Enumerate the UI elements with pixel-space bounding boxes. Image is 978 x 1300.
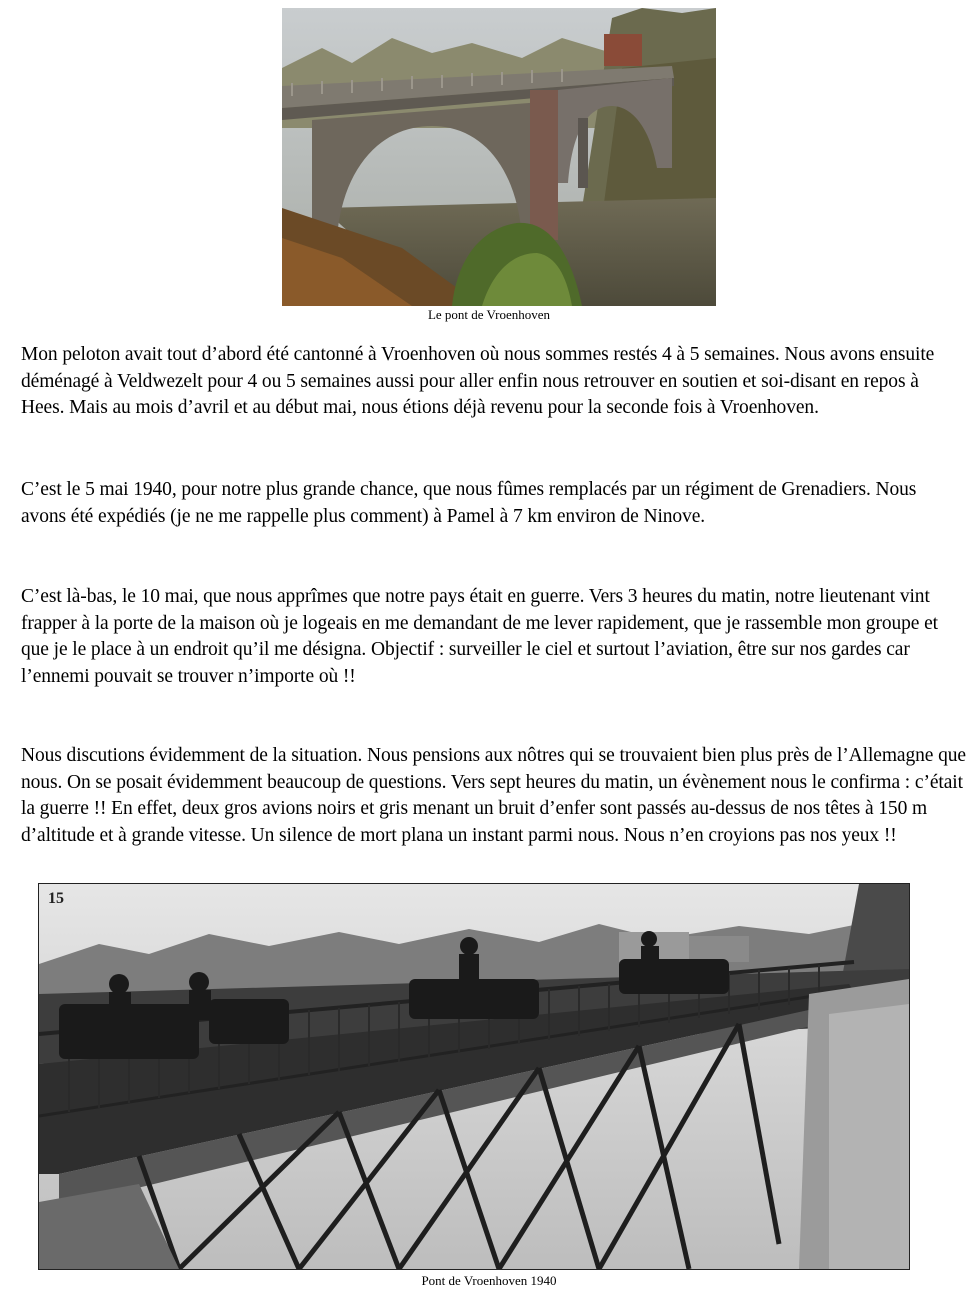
paragraph-3-text: C’est là-bas, le 10 mai, que nous apprîmes que notre pays était en guerre. Vers 3 heures du matin, notre lieutenant vint frapper à la porte de la maison où je logeais en me demandant de me lever rapidement, que je rassemble mon groupe et que je le place à un endroit qu’il me désigna. Objectif : surveiller le ciel et surtout l’aviation, être sur nos gardes car l’ennemi pouvait se trouver n’importe où !! — [21, 586, 939, 687]
paragraph-4-text: Nous discutions évidemment de la situation. Nous pensions aux nôtres qui se trouvaient bien plus près de l’Allemagne que nous. On se posait évidemment beaucoup de questions. Vers sept heures du matin, un évènement nous le confirma : c’était la guerre !! En effet, deux gros avions noirs et gris menant un bruit d’enfer sont passés au-dessus de nos têtes à 150 m d’altitude et à grande vitesse. Un silence de mort plana un instant parmi nous. Nous n’en croyions pas nos yeux !! — [21, 745, 966, 846]
paragraph-1 — [21, 342, 966, 422]
paragraph-1-text: Mon peloton avait tout d’abord été cantonné à Vroenhoven où nous sommes restés 4 à 5 semaines. Nous avons ensuite déménagé à Veldwezelt pour 4 ou 5 semaines aussi pour aller enfin nous retrouver en soutien et soi-disant en repos à Hees. Mais au mois d’avril et au début mai, nous étions déjà revenu pour la seconde fois à Vroenhoven. — [21, 344, 935, 419]
paragraph-2-text: C’est le 5 mai 1940, pour notre plus grande chance, que nous fûmes remplacés par un régiment de Grenadiers. Nous avons été expédiés (je ne me rappelle plus comment) à Pamel à 7 km environ de Ninove. — [21, 479, 917, 527]
photo-caption-bottom: Pont de Vroenhoven 1940 — [421, 1273, 557, 1288]
paragraph-2 — [21, 477, 966, 530]
paragraph-3 — [21, 584, 966, 690]
photo-pont-vroenhoven-1940 — [38, 883, 910, 1270]
photo-caption-top: Le pont de Vroenhoven — [427, 307, 551, 322]
photo-pont-vroenhoven — [282, 8, 716, 306]
photo-number-label: 15 — [48, 890, 64, 907]
paragraph-4 — [21, 743, 966, 849]
